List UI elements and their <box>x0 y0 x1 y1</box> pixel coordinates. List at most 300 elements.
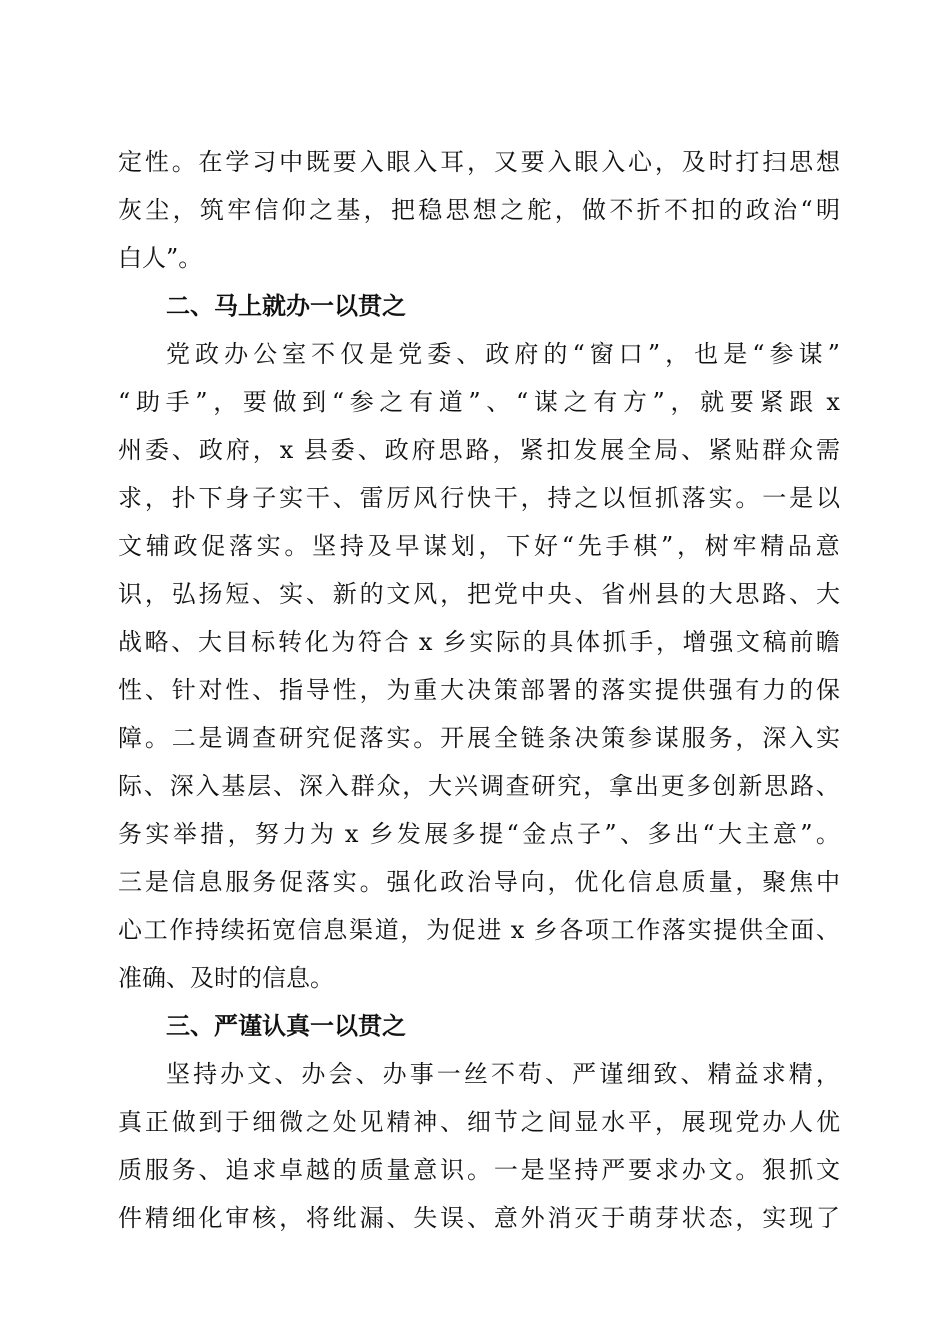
text-char: 群 <box>350 772 375 800</box>
text-char: 纰 <box>332 1204 357 1232</box>
text-char: 文 <box>815 1156 840 1184</box>
text-char: 工 <box>610 916 635 944</box>
text-char: 新 <box>738 772 763 800</box>
text-char: 落 <box>661 916 686 944</box>
text-line <box>118 1106 840 1138</box>
text-char: 把 <box>466 580 491 608</box>
text-char: 持 <box>339 532 364 560</box>
text-char: ， <box>227 820 252 848</box>
text-char: 为 <box>426 916 451 944</box>
text-char: 坚 <box>312 532 337 560</box>
text-line <box>118 626 840 658</box>
text-char: 的 <box>789 676 814 704</box>
text-char: 谋 <box>654 724 679 752</box>
text-char: 谨 <box>599 1060 624 1088</box>
text-char: 重 <box>413 676 438 704</box>
text-char: 参 <box>628 724 653 752</box>
text-char: 县 <box>654 580 679 608</box>
text-char: 战 <box>118 628 142 656</box>
text-char: 持 <box>574 1156 599 1184</box>
text-char: 打 <box>735 148 760 176</box>
text-char: 强 <box>708 676 733 704</box>
text-char: 是 <box>198 724 223 752</box>
text-char: 出 <box>634 772 659 800</box>
text-char: 显 <box>574 1108 599 1136</box>
text-char: 实 <box>279 580 304 608</box>
text-char: 信 <box>254 196 279 224</box>
text-line: 准确、及时的信息。 <box>118 964 334 992</box>
text-char: x <box>344 820 367 848</box>
text-char: 下 <box>506 532 531 560</box>
text-line <box>118 1202 840 1234</box>
text-char: “ <box>515 388 529 416</box>
text-char: 萌 <box>628 1204 653 1232</box>
text-char: 风 <box>413 484 438 512</box>
text-char: 有 <box>593 388 618 416</box>
text-char: 要 <box>628 1156 653 1184</box>
text-char: 益 <box>734 1060 759 1088</box>
text-char: 导 <box>493 868 518 896</box>
text-char: 保 <box>815 676 840 704</box>
text-char: 谋 <box>533 388 558 416</box>
text-char: 水 <box>601 1108 626 1136</box>
text-char: 既 <box>305 148 330 176</box>
text-char: 提 <box>713 916 738 944</box>
text-char: 聚 <box>762 868 787 896</box>
text-char: 尘 <box>145 196 170 224</box>
text-char: 入 <box>195 772 220 800</box>
text-char: 的 <box>718 196 743 224</box>
text-char: 力 <box>762 676 787 704</box>
text-char: 识 <box>440 1156 465 1184</box>
text-char: 局 <box>654 436 679 464</box>
text-char: “ <box>506 820 519 848</box>
text-char: 快 <box>466 484 491 512</box>
text-char: 文 <box>247 1060 272 1088</box>
text-char: 办 <box>224 340 249 368</box>
text-char: 标 <box>251 628 276 656</box>
text-char: 身 <box>225 484 250 512</box>
text-char: 务 <box>252 868 277 896</box>
text-char: 是 <box>789 484 814 512</box>
text-char: 一 <box>436 1060 461 1088</box>
text-char: 促 <box>332 724 357 752</box>
text-char: 的 <box>359 580 384 608</box>
text-char: 态 <box>708 1204 733 1232</box>
text-char: 、 <box>545 1060 570 1088</box>
text-char: 平 <box>628 1108 653 1136</box>
text-char: 际 <box>496 628 520 656</box>
text-line: 白人”。 <box>118 244 203 272</box>
text-char: 核 <box>252 1204 277 1232</box>
text-char: 室 <box>282 340 307 368</box>
text-line <box>118 1058 840 1090</box>
text-char: 卓 <box>279 1156 304 1184</box>
text-char: “ <box>752 340 765 368</box>
text-char: 是 <box>369 340 394 368</box>
text-char: 大 <box>718 820 742 848</box>
text-char: 之 <box>309 196 334 224</box>
text-char: 实 <box>762 1204 787 1232</box>
text-char: 策 <box>493 676 518 704</box>
text-char: 实 <box>687 916 712 944</box>
text-char: 又 <box>493 148 518 176</box>
text-char: 府 <box>411 436 436 464</box>
text-char: 有 <box>735 676 760 704</box>
text-char: 行 <box>440 484 465 512</box>
text-char: 路 <box>465 436 490 464</box>
text-char: 展 <box>600 436 625 464</box>
text-char: 要 <box>242 388 267 416</box>
text-char: 干 <box>305 484 330 512</box>
text-char: 早 <box>395 532 420 560</box>
text-char: 习 <box>252 148 277 176</box>
text-char: 、 <box>355 1060 380 1088</box>
text-char: 实 <box>815 724 840 752</box>
text-char: ， <box>520 484 545 512</box>
text-char: 务 <box>708 724 733 752</box>
text-char: 委 <box>427 340 452 368</box>
text-char: 实 <box>332 868 357 896</box>
text-char: 州 <box>628 580 653 608</box>
text-char: 、 <box>273 772 298 800</box>
text-char: 识 <box>118 580 142 608</box>
text-line <box>118 434 840 466</box>
text-char: x <box>510 916 532 944</box>
text-char: 指 <box>279 676 304 704</box>
text-char: 抓 <box>654 484 679 512</box>
text-char: 焦 <box>789 868 814 896</box>
text-char: 误 <box>440 1204 465 1232</box>
text-char: 查 <box>505 772 530 800</box>
text-char: ” <box>800 820 813 848</box>
text-char: 、 <box>466 1204 491 1232</box>
text-char: 、 <box>681 436 706 464</box>
text-char: 、 <box>815 916 840 944</box>
text-char: 州 <box>118 436 142 464</box>
text-char: 思 <box>735 580 760 608</box>
text-char: ” <box>660 532 674 560</box>
text-char: 委 <box>144 436 169 464</box>
text-char: 辅 <box>145 532 170 560</box>
text-char: 府 <box>514 340 539 368</box>
text-char: 为 <box>309 820 342 848</box>
text-char: ” <box>604 820 617 848</box>
text-line <box>118 1154 840 1186</box>
text-char: 落 <box>305 868 330 896</box>
text-char: 一 <box>493 1156 518 1184</box>
text-char: 棋 <box>633 532 658 560</box>
text-char: 拓 <box>246 916 271 944</box>
text-char: 调 <box>479 772 504 800</box>
text-char: 雷 <box>359 484 384 512</box>
text-char: 精 <box>144 1204 169 1232</box>
text-char: 点 <box>549 820 574 848</box>
text-char: 供 <box>681 676 706 704</box>
text-char: 二 <box>171 724 196 752</box>
text-char: 是 <box>723 340 748 368</box>
text-char: 干 <box>493 484 518 512</box>
text-char: 障 <box>118 724 142 752</box>
text-char: 品 <box>787 532 812 560</box>
text-char: 、 <box>680 1060 705 1088</box>
text-char: 治 <box>466 868 491 896</box>
text-char: 明 <box>816 196 840 224</box>
text-char: “ <box>331 388 345 416</box>
text-char: 群 <box>762 436 787 464</box>
text-char: 面 <box>790 916 815 944</box>
text-char: 紧 <box>759 388 784 416</box>
text-char: 、 <box>486 388 511 416</box>
text-char: 众 <box>789 436 813 464</box>
text-char: 政 <box>440 868 465 896</box>
text-char: 路 <box>762 580 787 608</box>
text-char: 的 <box>522 628 547 656</box>
text-line <box>118 866 840 898</box>
text-char: 公 <box>253 340 278 368</box>
text-char: 入 <box>601 148 626 176</box>
text-char: 深 <box>762 724 787 752</box>
text-char: 优 <box>815 1108 840 1136</box>
text-char: 展 <box>424 820 449 848</box>
text-char: 转 <box>277 628 302 656</box>
text-char: 心 <box>118 916 142 944</box>
text-char: 调 <box>225 724 250 752</box>
text-char: 决 <box>574 724 599 752</box>
text-char: 手 <box>165 388 190 416</box>
text-char: 作 <box>169 916 194 944</box>
text-char: 服 <box>144 1156 169 1184</box>
text-char: 具 <box>549 628 574 656</box>
text-char: ， <box>478 532 503 560</box>
text-char: 工 <box>143 916 168 944</box>
text-char: 是 <box>144 868 169 896</box>
text-char: 大 <box>197 628 222 656</box>
text-char: 间 <box>547 1108 572 1136</box>
text-char: 强 <box>386 868 411 896</box>
text-char: 折 <box>636 196 661 224</box>
text-char: ， <box>655 628 680 656</box>
text-char: 丝 <box>463 1060 488 1088</box>
text-char: 。 <box>284 532 309 560</box>
text-line <box>118 722 840 754</box>
text-char: 想 <box>472 196 497 224</box>
text-char: 严 <box>601 1156 626 1184</box>
text-char: 促 <box>279 868 304 896</box>
text-char: ， <box>252 436 277 464</box>
text-char: 针 <box>171 676 196 704</box>
text-char: 好 <box>534 532 559 560</box>
text-line <box>118 194 840 226</box>
text-char: 到 <box>198 1108 223 1136</box>
text-char: 抓 <box>789 1156 814 1184</box>
text-char: 将 <box>305 1204 330 1232</box>
text-char: “ <box>118 388 131 416</box>
section-heading-2: 二、马上就办一以贯之 <box>166 292 406 320</box>
text-char: 大 <box>708 580 733 608</box>
text-char: 渠 <box>349 916 374 944</box>
text-char: 办 <box>762 1108 787 1136</box>
text-char: 短 <box>225 580 250 608</box>
text-char: 为 <box>331 628 356 656</box>
text-char: 子 <box>252 484 277 512</box>
text-char: 苟 <box>518 1060 543 1088</box>
text-char: 续 <box>220 916 245 944</box>
text-char: 的 <box>574 676 599 704</box>
text-char: 政 <box>384 436 409 464</box>
text-char: 条 <box>547 724 572 752</box>
text-char: 意 <box>772 820 797 848</box>
text-char: 到 <box>302 388 327 416</box>
text-char: 力 <box>282 820 307 848</box>
text-char: 稿 <box>762 628 787 656</box>
text-char: 文 <box>735 628 760 656</box>
text-char: 乡 <box>442 628 467 656</box>
text-char: 党 <box>735 1108 760 1136</box>
text-char: 精 <box>788 1060 813 1088</box>
text-char: ， <box>440 580 465 608</box>
text-char: 求 <box>654 1156 679 1184</box>
text-char: 实 <box>469 628 494 656</box>
text-char: 党 <box>493 580 518 608</box>
text-char: 不 <box>311 340 336 368</box>
text-char: 信 <box>171 868 196 896</box>
text-char: 宽 <box>272 916 297 944</box>
text-char: 大 <box>815 580 840 608</box>
text-char: ， <box>815 1060 840 1088</box>
text-char: 项 <box>584 916 609 944</box>
text-char: 新 <box>332 580 357 608</box>
text-char: 入 <box>789 724 814 752</box>
text-char: ， <box>554 196 579 224</box>
text-char: 对 <box>198 676 223 704</box>
text-char: 更 <box>660 772 685 800</box>
text-char: ， <box>144 484 169 512</box>
text-char: ， <box>654 1108 679 1136</box>
text-char: 中 <box>520 580 545 608</box>
text-char: 三 <box>118 868 142 896</box>
text-char: 手 <box>605 532 630 560</box>
text-char: 思 <box>789 148 814 176</box>
text-char: 求 <box>761 1060 786 1088</box>
text-char: 中 <box>279 148 304 176</box>
text-char: ， <box>402 772 427 800</box>
text-char: 谋 <box>423 532 448 560</box>
text-char: 不 <box>663 196 688 224</box>
text-char: 要 <box>520 148 545 176</box>
text-char: 入 <box>547 148 572 176</box>
text-char: 。 <box>413 724 438 752</box>
text-char: 深 <box>169 772 194 800</box>
text-char: 细 <box>466 1108 491 1136</box>
text-char: 瞻 <box>815 628 840 656</box>
text-char: 入 <box>324 772 349 800</box>
text-line <box>118 770 840 802</box>
text-char: 坚 <box>547 1156 572 1184</box>
text-char: 不 <box>490 1060 515 1088</box>
text-char: 不 <box>609 196 634 224</box>
text-char: 扣 <box>546 436 571 464</box>
text-char: 办 <box>301 1060 326 1088</box>
text-char: 以 <box>601 484 626 512</box>
text-char: 时 <box>708 148 733 176</box>
text-char: 精 <box>760 532 785 560</box>
text-char: 、 <box>198 1156 223 1184</box>
text-char: 办 <box>382 1060 407 1088</box>
text-char: 、 <box>332 484 357 512</box>
text-char: 思 <box>445 196 470 224</box>
text-char: 化 <box>601 868 626 896</box>
text-char: 道 <box>438 388 463 416</box>
text-char: 强 <box>709 628 734 656</box>
text-char: “ <box>702 820 715 848</box>
text-char: 多 <box>647 820 672 848</box>
text-char: 扑 <box>171 484 196 512</box>
text-char: 、 <box>620 820 645 848</box>
text-char: 展 <box>466 724 491 752</box>
text-char: 落 <box>359 724 384 752</box>
text-line <box>118 386 840 418</box>
text-char: 县 <box>303 436 328 464</box>
text-char: 口 <box>618 340 643 368</box>
text-char: 基 <box>336 196 361 224</box>
text-char: x <box>279 436 301 464</box>
text-char: 办 <box>220 1060 245 1088</box>
text-line <box>118 914 840 946</box>
text-char: ， <box>735 868 760 896</box>
text-char: 信 <box>297 916 322 944</box>
text-char: 跟 <box>789 388 821 416</box>
text-char: 。 <box>359 868 384 896</box>
text-char: 入 <box>359 148 384 176</box>
text-char: 省 <box>601 580 626 608</box>
text-char: ， <box>735 724 760 752</box>
text-char: ， <box>676 532 701 560</box>
text-char: 需 <box>815 436 840 464</box>
text-char: 性 <box>332 676 357 704</box>
text-char: 失 <box>413 1204 438 1232</box>
text-char: 金 <box>522 820 547 848</box>
text-char: 众 <box>376 772 401 800</box>
text-char: 扣 <box>691 196 716 224</box>
text-char: ， <box>363 196 388 224</box>
text-char: 中 <box>815 868 840 896</box>
text-char: 、 <box>171 628 196 656</box>
text-char: 以 <box>815 484 840 512</box>
text-char: 究 <box>305 724 330 752</box>
text-char: 署 <box>547 676 572 704</box>
text-char: 窗 <box>589 340 614 368</box>
text-char: 微 <box>279 1108 304 1136</box>
text-char: 进 <box>477 916 510 944</box>
text-char: 细 <box>171 1204 196 1232</box>
text-char: 实 <box>145 820 170 848</box>
text-char: 稳 <box>418 196 443 224</box>
text-char: 抓 <box>602 628 627 656</box>
text-char: 路 <box>789 772 814 800</box>
text-char: 全 <box>493 724 518 752</box>
text-char: 际 <box>118 772 142 800</box>
text-char: 化 <box>198 1204 223 1232</box>
text-char: 服 <box>225 868 250 896</box>
text-char: 、 <box>171 436 196 464</box>
text-char: 一 <box>762 484 787 512</box>
text-char: 及 <box>681 148 706 176</box>
text-char: x <box>418 628 441 656</box>
text-char: ” <box>468 388 481 416</box>
text-char: ” <box>647 340 661 368</box>
text-line <box>118 338 840 370</box>
